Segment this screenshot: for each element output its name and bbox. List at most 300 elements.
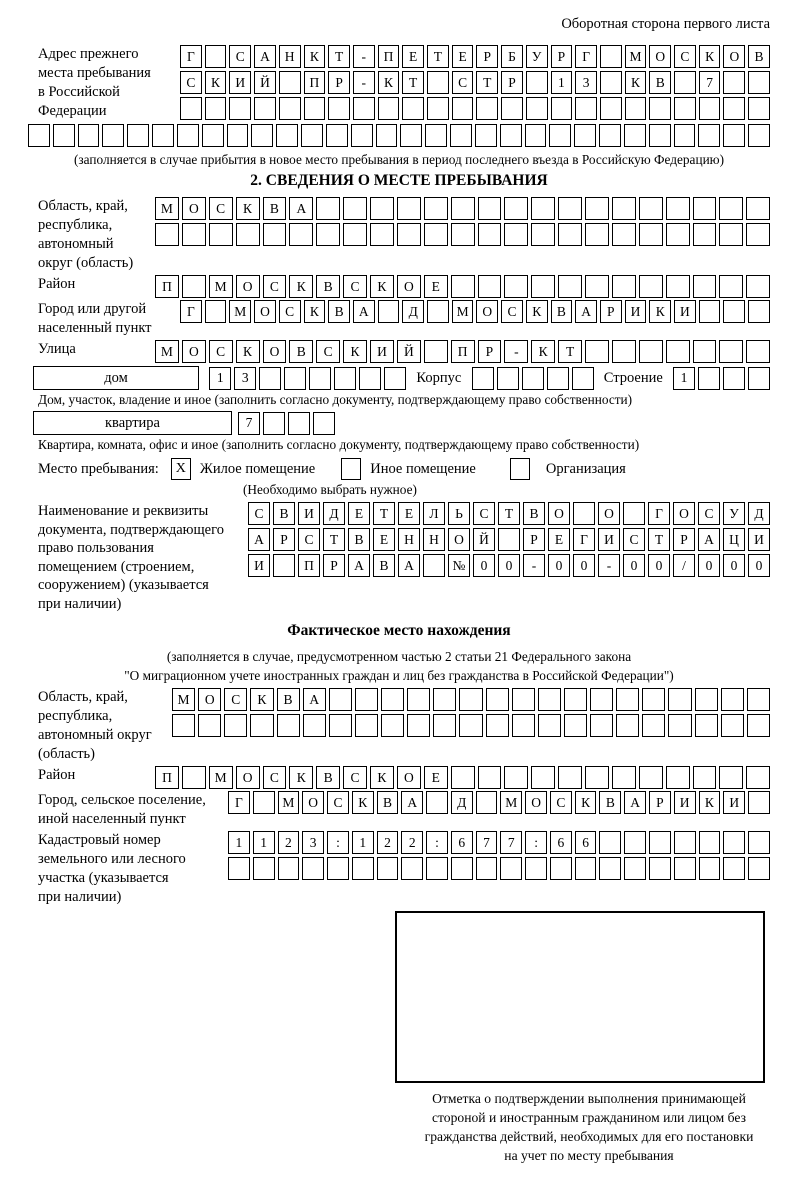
char-cell[interactable]	[343, 223, 367, 246]
char-cell[interactable]	[531, 275, 555, 298]
char-cell[interactable]	[359, 367, 381, 390]
char-cell[interactable]: В	[551, 300, 573, 323]
char-cell[interactable]	[558, 197, 582, 220]
char-cell[interactable]: А	[353, 300, 375, 323]
char-cell[interactable]	[288, 412, 310, 435]
char-cell[interactable]: И	[248, 554, 270, 577]
char-cell[interactable]	[263, 412, 285, 435]
char-cell[interactable]: В	[273, 502, 295, 525]
char-cell[interactable]: К	[370, 275, 394, 298]
char-cell[interactable]: Н	[398, 528, 420, 551]
checkbox-organization[interactable]	[510, 458, 530, 480]
char-cell[interactable]	[538, 688, 561, 711]
char-cell[interactable]: И	[674, 791, 696, 814]
checkbox-residential[interactable]: X	[171, 458, 191, 480]
char-cell[interactable]	[719, 275, 743, 298]
char-cell[interactable]: В	[277, 688, 300, 711]
char-cell[interactable]	[476, 97, 498, 120]
char-cell[interactable]	[719, 223, 743, 246]
char-cell[interactable]	[497, 367, 519, 390]
char-cell[interactable]	[616, 688, 639, 711]
char-cell[interactable]	[642, 688, 665, 711]
char-cell[interactable]	[198, 714, 221, 737]
char-cell[interactable]: М	[278, 791, 300, 814]
char-cell[interactable]: И	[625, 300, 647, 323]
char-cell[interactable]: 7	[476, 831, 498, 854]
char-cell[interactable]	[155, 223, 179, 246]
char-cell[interactable]	[723, 831, 745, 854]
char-cell[interactable]	[639, 197, 663, 220]
char-cell[interactable]: 0	[748, 554, 770, 577]
char-cell[interactable]: У	[526, 45, 548, 68]
char-cell[interactable]	[378, 97, 400, 120]
char-cell[interactable]: Г	[573, 528, 595, 551]
char-cell[interactable]: Р	[328, 71, 350, 94]
char-cell[interactable]	[459, 714, 482, 737]
char-cell[interactable]: И	[674, 300, 696, 323]
char-cell[interactable]	[674, 97, 696, 120]
char-cell[interactable]	[427, 97, 449, 120]
char-cell[interactable]	[723, 97, 745, 120]
char-cell[interactable]	[649, 97, 671, 120]
char-cell[interactable]	[276, 124, 298, 147]
char-cell[interactable]	[639, 340, 663, 363]
char-cell[interactable]	[599, 124, 621, 147]
char-cell[interactable]	[585, 340, 609, 363]
char-cell[interactable]: Г	[648, 502, 670, 525]
char-cell[interactable]	[426, 857, 448, 880]
char-cell[interactable]	[695, 714, 718, 737]
char-cell[interactable]	[699, 97, 721, 120]
char-cell[interactable]	[401, 857, 423, 880]
char-cell[interactable]	[302, 857, 324, 880]
char-cell[interactable]: -	[598, 554, 620, 577]
char-cell[interactable]	[666, 223, 690, 246]
char-cell[interactable]: В	[377, 791, 399, 814]
checkbox-other-premises[interactable]	[341, 458, 361, 480]
char-cell[interactable]	[666, 197, 690, 220]
char-cell[interactable]: :	[327, 831, 349, 854]
char-cell[interactable]	[205, 97, 227, 120]
char-cell[interactable]	[748, 97, 770, 120]
char-cell[interactable]: С	[473, 502, 495, 525]
char-cell[interactable]: /	[673, 554, 695, 577]
char-cell[interactable]: 2	[278, 831, 300, 854]
char-cell[interactable]: Т	[323, 528, 345, 551]
char-cell[interactable]	[616, 714, 639, 737]
char-cell[interactable]	[549, 124, 571, 147]
char-cell[interactable]	[674, 831, 696, 854]
char-cell[interactable]	[152, 124, 174, 147]
char-cell[interactable]	[478, 197, 502, 220]
char-cell[interactable]	[459, 688, 482, 711]
char-cell[interactable]	[78, 124, 100, 147]
char-cell[interactable]: -	[353, 71, 375, 94]
char-cell[interactable]: 0	[473, 554, 495, 577]
char-cell[interactable]	[301, 124, 323, 147]
char-cell[interactable]: 1	[253, 831, 275, 854]
char-cell[interactable]: Р	[673, 528, 695, 551]
char-cell[interactable]	[674, 71, 696, 94]
char-cell[interactable]	[585, 275, 609, 298]
char-cell[interactable]: 2	[401, 831, 423, 854]
char-cell[interactable]	[698, 367, 720, 390]
char-cell[interactable]	[585, 766, 609, 789]
char-cell[interactable]: О	[548, 502, 570, 525]
char-cell[interactable]	[316, 223, 340, 246]
char-cell[interactable]: Т	[648, 528, 670, 551]
char-cell[interactable]	[452, 97, 474, 120]
char-cell[interactable]	[433, 714, 456, 737]
char-cell[interactable]: С	[316, 340, 340, 363]
char-cell[interactable]: С	[263, 275, 287, 298]
char-cell[interactable]	[328, 97, 350, 120]
char-cell[interactable]	[575, 857, 597, 880]
char-cell[interactable]: К	[250, 688, 273, 711]
char-cell[interactable]: В	[599, 791, 621, 814]
char-cell[interactable]	[575, 97, 597, 120]
char-cell[interactable]	[558, 766, 582, 789]
char-cell[interactable]	[343, 197, 367, 220]
char-cell[interactable]: Ц	[723, 528, 745, 551]
char-cell[interactable]: :	[525, 831, 547, 854]
char-cell[interactable]	[355, 688, 378, 711]
char-cell[interactable]: 3	[575, 71, 597, 94]
char-cell[interactable]	[649, 857, 671, 880]
char-cell[interactable]: Д	[402, 300, 424, 323]
char-cell[interactable]	[550, 857, 572, 880]
char-cell[interactable]	[612, 340, 636, 363]
char-cell[interactable]	[127, 124, 149, 147]
char-cell[interactable]	[585, 223, 609, 246]
char-cell[interactable]: И	[748, 528, 770, 551]
char-cell[interactable]	[279, 71, 301, 94]
char-cell[interactable]	[748, 300, 770, 323]
char-cell[interactable]	[263, 223, 287, 246]
char-cell[interactable]	[721, 688, 744, 711]
char-cell[interactable]	[334, 367, 356, 390]
char-cell[interactable]: М	[229, 300, 251, 323]
char-cell[interactable]	[313, 412, 335, 435]
char-cell[interactable]	[424, 340, 448, 363]
char-cell[interactable]	[526, 71, 548, 94]
char-cell[interactable]: А	[254, 45, 276, 68]
char-cell[interactable]	[250, 714, 273, 737]
char-cell[interactable]: Е	[373, 528, 395, 551]
char-cell[interactable]: В	[523, 502, 545, 525]
char-cell[interactable]	[599, 831, 621, 854]
char-cell[interactable]	[526, 97, 548, 120]
char-cell[interactable]	[254, 97, 276, 120]
char-cell[interactable]: И	[598, 528, 620, 551]
char-cell[interactable]	[666, 766, 690, 789]
char-cell[interactable]: С	[501, 300, 523, 323]
char-cell[interactable]: И	[370, 340, 394, 363]
char-cell[interactable]: Й	[397, 340, 421, 363]
char-cell[interactable]	[205, 45, 227, 68]
char-cell[interactable]: О	[236, 766, 260, 789]
char-cell[interactable]: Р	[523, 528, 545, 551]
char-cell[interactable]: Т	[373, 502, 395, 525]
char-cell[interactable]	[425, 124, 447, 147]
char-cell[interactable]: Р	[478, 340, 502, 363]
char-cell[interactable]: П	[155, 766, 179, 789]
char-cell[interactable]	[501, 97, 523, 120]
char-cell[interactable]	[205, 300, 227, 323]
char-cell[interactable]	[723, 124, 745, 147]
char-cell[interactable]: К	[370, 766, 394, 789]
char-cell[interactable]	[253, 791, 275, 814]
char-cell[interactable]: В	[263, 197, 287, 220]
char-cell[interactable]: П	[304, 71, 326, 94]
char-cell[interactable]	[573, 502, 595, 525]
char-cell[interactable]: К	[378, 71, 400, 94]
char-cell[interactable]: И	[723, 791, 745, 814]
char-cell[interactable]: Е	[424, 275, 448, 298]
char-cell[interactable]	[224, 714, 247, 737]
char-cell[interactable]: Б	[501, 45, 523, 68]
char-cell[interactable]	[279, 97, 301, 120]
char-cell[interactable]: Г	[228, 791, 250, 814]
char-cell[interactable]: 6	[550, 831, 572, 854]
char-cell[interactable]	[531, 223, 555, 246]
char-cell[interactable]	[182, 275, 206, 298]
char-cell[interactable]: К	[236, 197, 260, 220]
char-cell[interactable]: П	[155, 275, 179, 298]
char-cell[interactable]: Д	[323, 502, 345, 525]
char-cell[interactable]	[424, 223, 448, 246]
char-cell[interactable]	[693, 340, 717, 363]
char-cell[interactable]: М	[452, 300, 474, 323]
char-cell[interactable]	[719, 766, 743, 789]
char-cell[interactable]	[746, 223, 770, 246]
char-cell[interactable]	[599, 857, 621, 880]
char-cell[interactable]: 7	[699, 71, 721, 94]
char-cell[interactable]: А	[248, 528, 270, 551]
char-cell[interactable]: Р	[551, 45, 573, 68]
char-cell[interactable]	[228, 857, 250, 880]
char-cell[interactable]: :	[426, 831, 448, 854]
char-cell[interactable]: Й	[254, 71, 276, 94]
char-cell[interactable]: 0	[573, 554, 595, 577]
char-cell[interactable]: П	[378, 45, 400, 68]
char-cell[interactable]	[590, 714, 613, 737]
char-cell[interactable]: О	[649, 45, 671, 68]
char-cell[interactable]: А	[398, 554, 420, 577]
char-cell[interactable]: С	[674, 45, 696, 68]
char-cell[interactable]	[699, 831, 721, 854]
char-cell[interactable]: А	[289, 197, 313, 220]
char-cell[interactable]: О	[182, 340, 206, 363]
char-cell[interactable]	[719, 197, 743, 220]
char-cell[interactable]: А	[303, 688, 326, 711]
char-cell[interactable]: 6	[575, 831, 597, 854]
char-cell[interactable]: Л	[423, 502, 445, 525]
char-cell[interactable]: С	[263, 766, 287, 789]
char-cell[interactable]	[423, 554, 445, 577]
char-cell[interactable]	[475, 124, 497, 147]
char-cell[interactable]: 1	[228, 831, 250, 854]
char-cell[interactable]	[433, 688, 456, 711]
char-cell[interactable]	[746, 766, 770, 789]
char-cell[interactable]	[512, 688, 535, 711]
char-cell[interactable]	[693, 766, 717, 789]
char-cell[interactable]: 1	[209, 367, 231, 390]
char-cell[interactable]	[376, 124, 398, 147]
char-cell[interactable]: Р	[273, 528, 295, 551]
char-cell[interactable]: 0	[648, 554, 670, 577]
char-cell[interactable]: -	[523, 554, 545, 577]
char-cell[interactable]	[531, 766, 555, 789]
char-cell[interactable]	[427, 300, 449, 323]
char-cell[interactable]	[397, 197, 421, 220]
char-cell[interactable]: 1	[673, 367, 695, 390]
char-cell[interactable]	[748, 791, 770, 814]
char-cell[interactable]	[227, 124, 249, 147]
char-cell[interactable]	[674, 124, 696, 147]
char-cell[interactable]: К	[289, 766, 313, 789]
char-cell[interactable]	[172, 714, 195, 737]
char-cell[interactable]	[209, 223, 233, 246]
char-cell[interactable]	[649, 831, 671, 854]
char-cell[interactable]	[719, 340, 743, 363]
char-cell[interactable]	[585, 197, 609, 220]
char-cell[interactable]: Ь	[448, 502, 470, 525]
char-cell[interactable]	[649, 124, 671, 147]
char-cell[interactable]: Р	[501, 71, 523, 94]
char-cell[interactable]: Й	[473, 528, 495, 551]
char-cell[interactable]: В	[348, 528, 370, 551]
char-cell[interactable]: И	[298, 502, 320, 525]
char-cell[interactable]	[381, 714, 404, 737]
char-cell[interactable]: С	[327, 791, 349, 814]
char-cell[interactable]: М	[209, 766, 233, 789]
char-cell[interactable]: 0	[698, 554, 720, 577]
char-cell[interactable]	[639, 223, 663, 246]
char-cell[interactable]	[236, 223, 260, 246]
char-cell[interactable]: С	[452, 71, 474, 94]
char-cell[interactable]	[426, 791, 448, 814]
char-cell[interactable]: П	[451, 340, 475, 363]
char-cell[interactable]	[600, 45, 622, 68]
char-cell[interactable]: 3	[234, 367, 256, 390]
char-cell[interactable]	[500, 857, 522, 880]
char-cell[interactable]	[407, 688, 430, 711]
char-cell[interactable]	[666, 275, 690, 298]
char-cell[interactable]	[721, 714, 744, 737]
char-cell[interactable]	[564, 714, 587, 737]
char-cell[interactable]	[668, 714, 691, 737]
char-cell[interactable]	[504, 197, 528, 220]
char-cell[interactable]: К	[352, 791, 374, 814]
char-cell[interactable]	[746, 197, 770, 220]
char-cell[interactable]: Д	[451, 791, 473, 814]
char-cell[interactable]	[723, 857, 745, 880]
char-cell[interactable]: Т	[402, 71, 424, 94]
char-cell[interactable]: О	[476, 300, 498, 323]
char-cell[interactable]	[698, 124, 720, 147]
char-cell[interactable]: А	[698, 528, 720, 551]
char-cell[interactable]	[351, 124, 373, 147]
char-cell[interactable]: В	[289, 340, 313, 363]
char-cell[interactable]	[451, 766, 475, 789]
char-cell[interactable]: Н	[423, 528, 445, 551]
char-cell[interactable]: К	[575, 791, 597, 814]
char-cell[interactable]	[572, 367, 594, 390]
char-cell[interactable]: -	[504, 340, 528, 363]
char-cell[interactable]: К	[236, 340, 260, 363]
char-cell[interactable]	[639, 275, 663, 298]
char-cell[interactable]: №	[448, 554, 470, 577]
char-cell[interactable]	[451, 223, 475, 246]
char-cell[interactable]	[723, 71, 745, 94]
char-cell[interactable]: М	[500, 791, 522, 814]
char-cell[interactable]: Р	[323, 554, 345, 577]
char-cell[interactable]	[500, 124, 522, 147]
char-cell[interactable]	[329, 714, 352, 737]
char-cell[interactable]	[504, 223, 528, 246]
char-cell[interactable]: Е	[452, 45, 474, 68]
char-cell[interactable]: Т	[498, 502, 520, 525]
char-cell[interactable]	[748, 124, 770, 147]
char-cell[interactable]: С	[298, 528, 320, 551]
char-cell[interactable]: С	[279, 300, 301, 323]
char-cell[interactable]	[309, 367, 331, 390]
char-cell[interactable]: О	[525, 791, 547, 814]
char-cell[interactable]: В	[748, 45, 770, 68]
char-cell[interactable]	[326, 124, 348, 147]
char-cell[interactable]: А	[575, 300, 597, 323]
char-cell[interactable]	[278, 857, 300, 880]
char-cell[interactable]	[746, 340, 770, 363]
char-cell[interactable]	[600, 71, 622, 94]
char-cell[interactable]: Е	[548, 528, 570, 551]
char-cell[interactable]	[303, 714, 326, 737]
char-cell[interactable]	[624, 124, 646, 147]
char-cell[interactable]	[229, 97, 251, 120]
char-cell[interactable]: Т	[328, 45, 350, 68]
char-cell[interactable]	[352, 857, 374, 880]
char-cell[interactable]	[624, 857, 646, 880]
char-cell[interactable]	[329, 688, 352, 711]
char-cell[interactable]	[402, 97, 424, 120]
char-cell[interactable]: О	[598, 502, 620, 525]
char-cell[interactable]: М	[625, 45, 647, 68]
char-cell[interactable]: К	[304, 45, 326, 68]
char-cell[interactable]	[476, 791, 498, 814]
char-cell[interactable]: Е	[402, 45, 424, 68]
char-cell[interactable]: И	[229, 71, 251, 94]
char-cell[interactable]	[747, 714, 770, 737]
char-cell[interactable]: М	[155, 197, 179, 220]
char-cell[interactable]: Е	[424, 766, 448, 789]
char-cell[interactable]	[748, 367, 770, 390]
char-cell[interactable]	[504, 766, 528, 789]
char-cell[interactable]	[525, 124, 547, 147]
char-cell[interactable]	[400, 124, 422, 147]
char-cell[interactable]	[378, 300, 400, 323]
char-cell[interactable]	[642, 714, 665, 737]
char-cell[interactable]	[558, 223, 582, 246]
char-cell[interactable]	[304, 97, 326, 120]
char-cell[interactable]: Н	[279, 45, 301, 68]
char-cell[interactable]: 2	[377, 831, 399, 854]
char-cell[interactable]: Г	[180, 300, 202, 323]
char-cell[interactable]	[407, 714, 430, 737]
char-cell[interactable]	[486, 714, 509, 737]
char-cell[interactable]: А	[348, 554, 370, 577]
char-cell[interactable]	[451, 197, 475, 220]
